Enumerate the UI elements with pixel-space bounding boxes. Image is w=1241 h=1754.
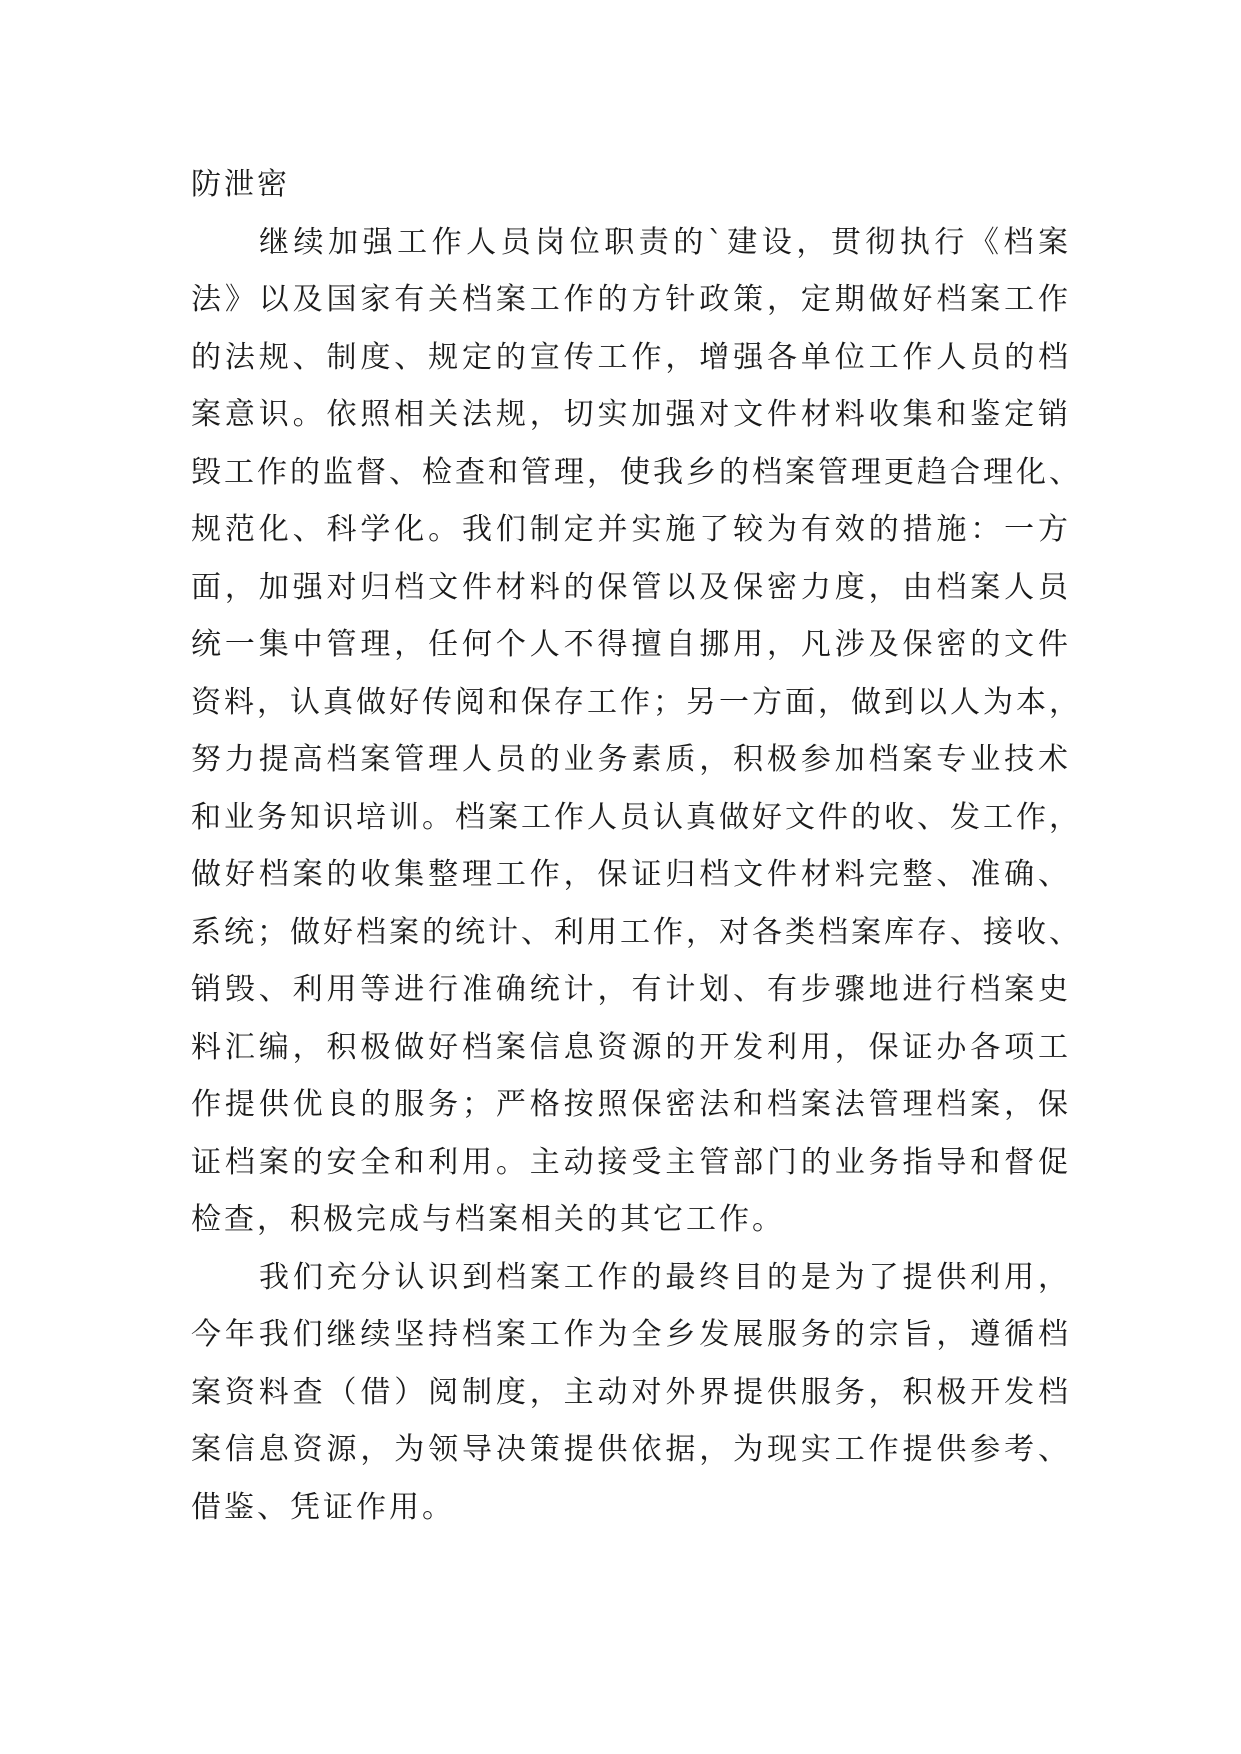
document-body <box>191 156 1082 1536</box>
text-line: 我们充分认识到档案工作的最终目的是为了提供利用， <box>259 1259 1071 1295</box>
text-line: 统一集中管理，任何个人不得擅自挪用，凡涉及保密的文件 <box>191 627 1071 662</box>
text-line: 防泄密 <box>191 167 290 202</box>
text-line: 检查，积极完成与档案相关的其它工作。 <box>191 1202 785 1237</box>
text-line: 案资料查（借）阅制度，主动对外界提供服务，积极开发档 <box>191 1374 1071 1410</box>
text-line: 作提供优良的服务；严格按照保密法和档案法管理档案，保 <box>191 1087 1071 1122</box>
text-line: 做好档案的收集整理工作，保证归档文件材料完整、准确、 <box>191 857 1071 892</box>
text-line: 规范化、科学化。我们制定并实施了较为有效的措施：一方 <box>191 512 1071 547</box>
text-line: 料汇编，积极做好档案信息资源的开发利用，保证办各项工 <box>191 1029 1071 1065</box>
text-line: 和业务知识培训。档案工作人员认真做好文件的收、发工作， <box>191 799 1082 835</box>
text-line: 毁工作的监督、检查和管理，使我乡的档案管理更趋合理化、 <box>191 454 1082 490</box>
text-line: 借鉴、凭证作用。 <box>191 1489 455 1525</box>
text-line: 系统；做好档案的统计、利用工作，对各类档案库存、接收、 <box>191 914 1082 950</box>
text-line: 的法规、制度、规定的宣传工作，增强各单位工作人员的档 <box>191 339 1071 375</box>
text-line: 努力提高档案管理人员的业务素质，积极参加档案专业技术 <box>191 742 1071 777</box>
text-line: 资料，认真做好传阅和保存工作；另一方面，做到以人为本， <box>191 684 1082 720</box>
text-line: 证档案的安全和利用。主动接受主管部门的业务指导和督促 <box>191 1144 1071 1180</box>
text-line: 案信息资源，为领导决策提供依据，为现实工作提供参考、 <box>191 1432 1071 1467</box>
text-line: 继续加强工作人员岗位职责的`建设，贯彻执行《档案 <box>259 224 1071 260</box>
text-line: 面，加强对归档文件材料的保管以及保密力度，由档案人员 <box>191 569 1071 605</box>
text-line: 法》以及国家有关档案工作的方针政策，定期做好档案工作 <box>191 282 1071 317</box>
text-line: 案意识。依照相关法规，切实加强对文件材料收集和鉴定销 <box>191 397 1071 432</box>
text-line: 销毁、利用等进行准确统计，有计划、有步骤地进行档案史 <box>191 972 1071 1007</box>
text-line: 今年我们继续坚持档案工作为全乡发展服务的宗旨，遵循档 <box>191 1317 1071 1352</box>
